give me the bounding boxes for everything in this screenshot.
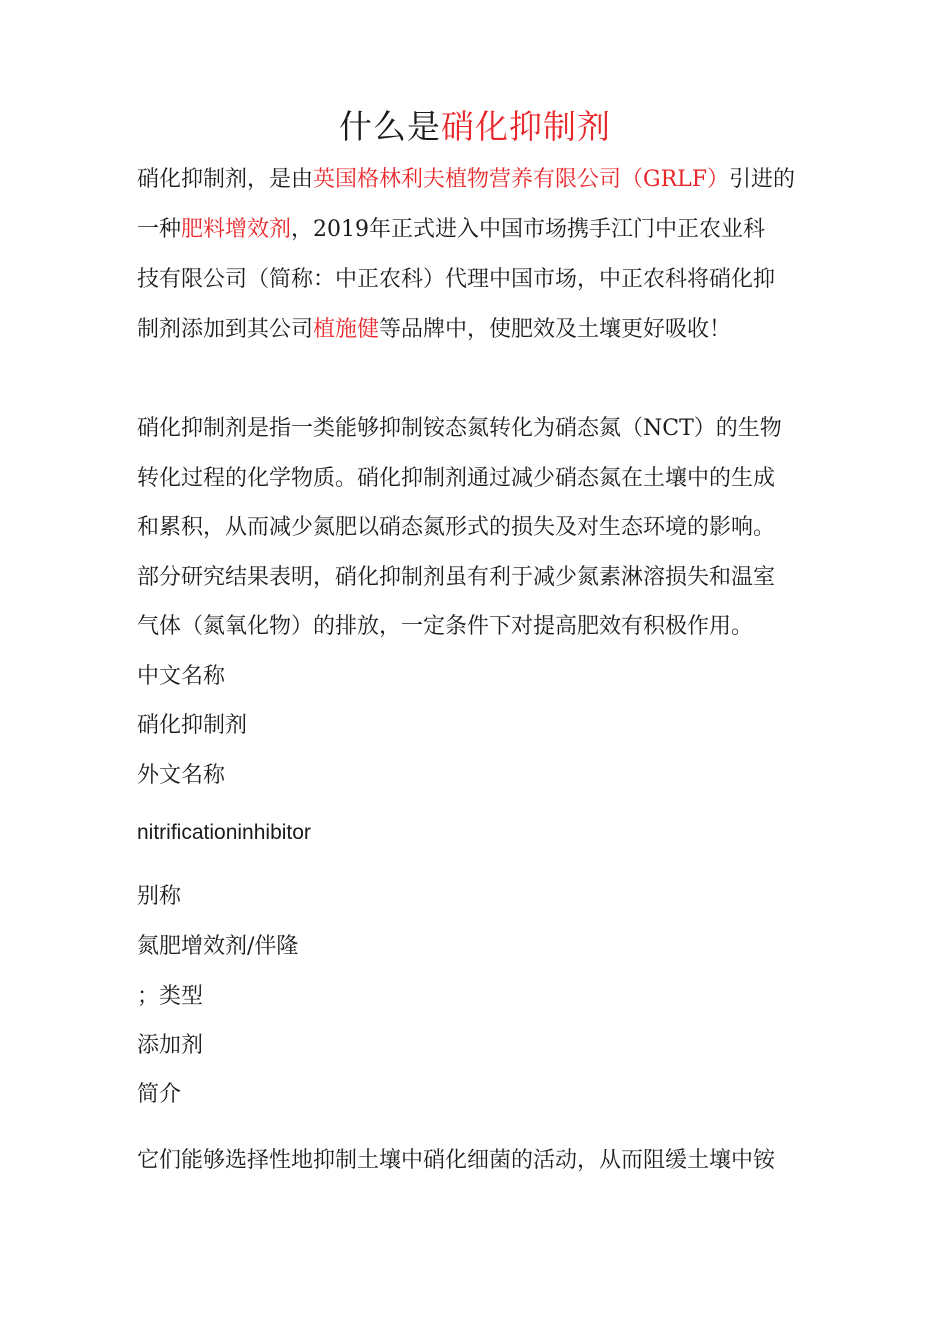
company-name-highlight: 英国格林利夫植物营养有限公司（GRLF）	[313, 167, 730, 192]
paragraph2-line5: 气体（氮氧化物）的排放，一定条件下对提高肥效有积极作用。	[137, 614, 754, 639]
alias-label: 别称	[137, 884, 182, 909]
cn-name-value: 硝化抑制剂	[137, 713, 248, 738]
intro-text: 它们能够选择性地抑制土壤中硝化细菌的活动，从而阻缓土壤中铵	[137, 1148, 776, 1173]
paragraph2-line3: 和累积，从而减少氮肥以硝态氮形式的损失及对生态环境的影响。	[137, 515, 776, 540]
paragraph2-line1: 硝化抑制剂是指一类能够抑制铵态氮转化为硝态氮（NCT）的生物	[137, 416, 782, 441]
title-prefix: 什么是	[339, 107, 441, 146]
alias-value: 氮肥增效剂/伴隆	[137, 934, 299, 959]
type-label: ；类型	[137, 984, 204, 1009]
paragraph2-line2: 转化过程的化学物质。硝化抑制剂通过减少硝态氮在土壤中的生成	[137, 466, 776, 491]
en-name-label: 外文名称	[137, 763, 226, 788]
paragraph1-line3: 技有限公司（简称：中正农科）代理中国市场，中正农科将硝化抑	[137, 267, 776, 292]
cn-name-label: 中文名称	[137, 664, 226, 689]
paragraph1-line2: 一种肥料增效剂，2019年正式进入中国市场携手江门中正农业科	[137, 217, 766, 242]
en-name-value: nitrificationinhibitor	[137, 821, 311, 844]
intro-label: 简介	[137, 1082, 182, 1107]
type-value: 添加剂	[137, 1033, 204, 1058]
title-highlight: 硝化抑制剂	[441, 107, 611, 146]
paragraph2-line4: 部分研究结果表明，硝化抑制剂虽有利于减少氮素淋溶损失和温室	[137, 565, 776, 590]
term-highlight: 肥料增效剂	[181, 217, 292, 242]
page-title	[0, 102, 950, 152]
brand-highlight: 植施健	[313, 317, 380, 342]
paragraph1-line4: 制剂添加到其公司植施健等品牌中，使肥效及土壤更好吸收！	[137, 317, 732, 342]
paragraph1-line1: 硝化抑制剂，是由英国格林利夫植物营养有限公司（GRLF）引进的	[137, 167, 796, 192]
